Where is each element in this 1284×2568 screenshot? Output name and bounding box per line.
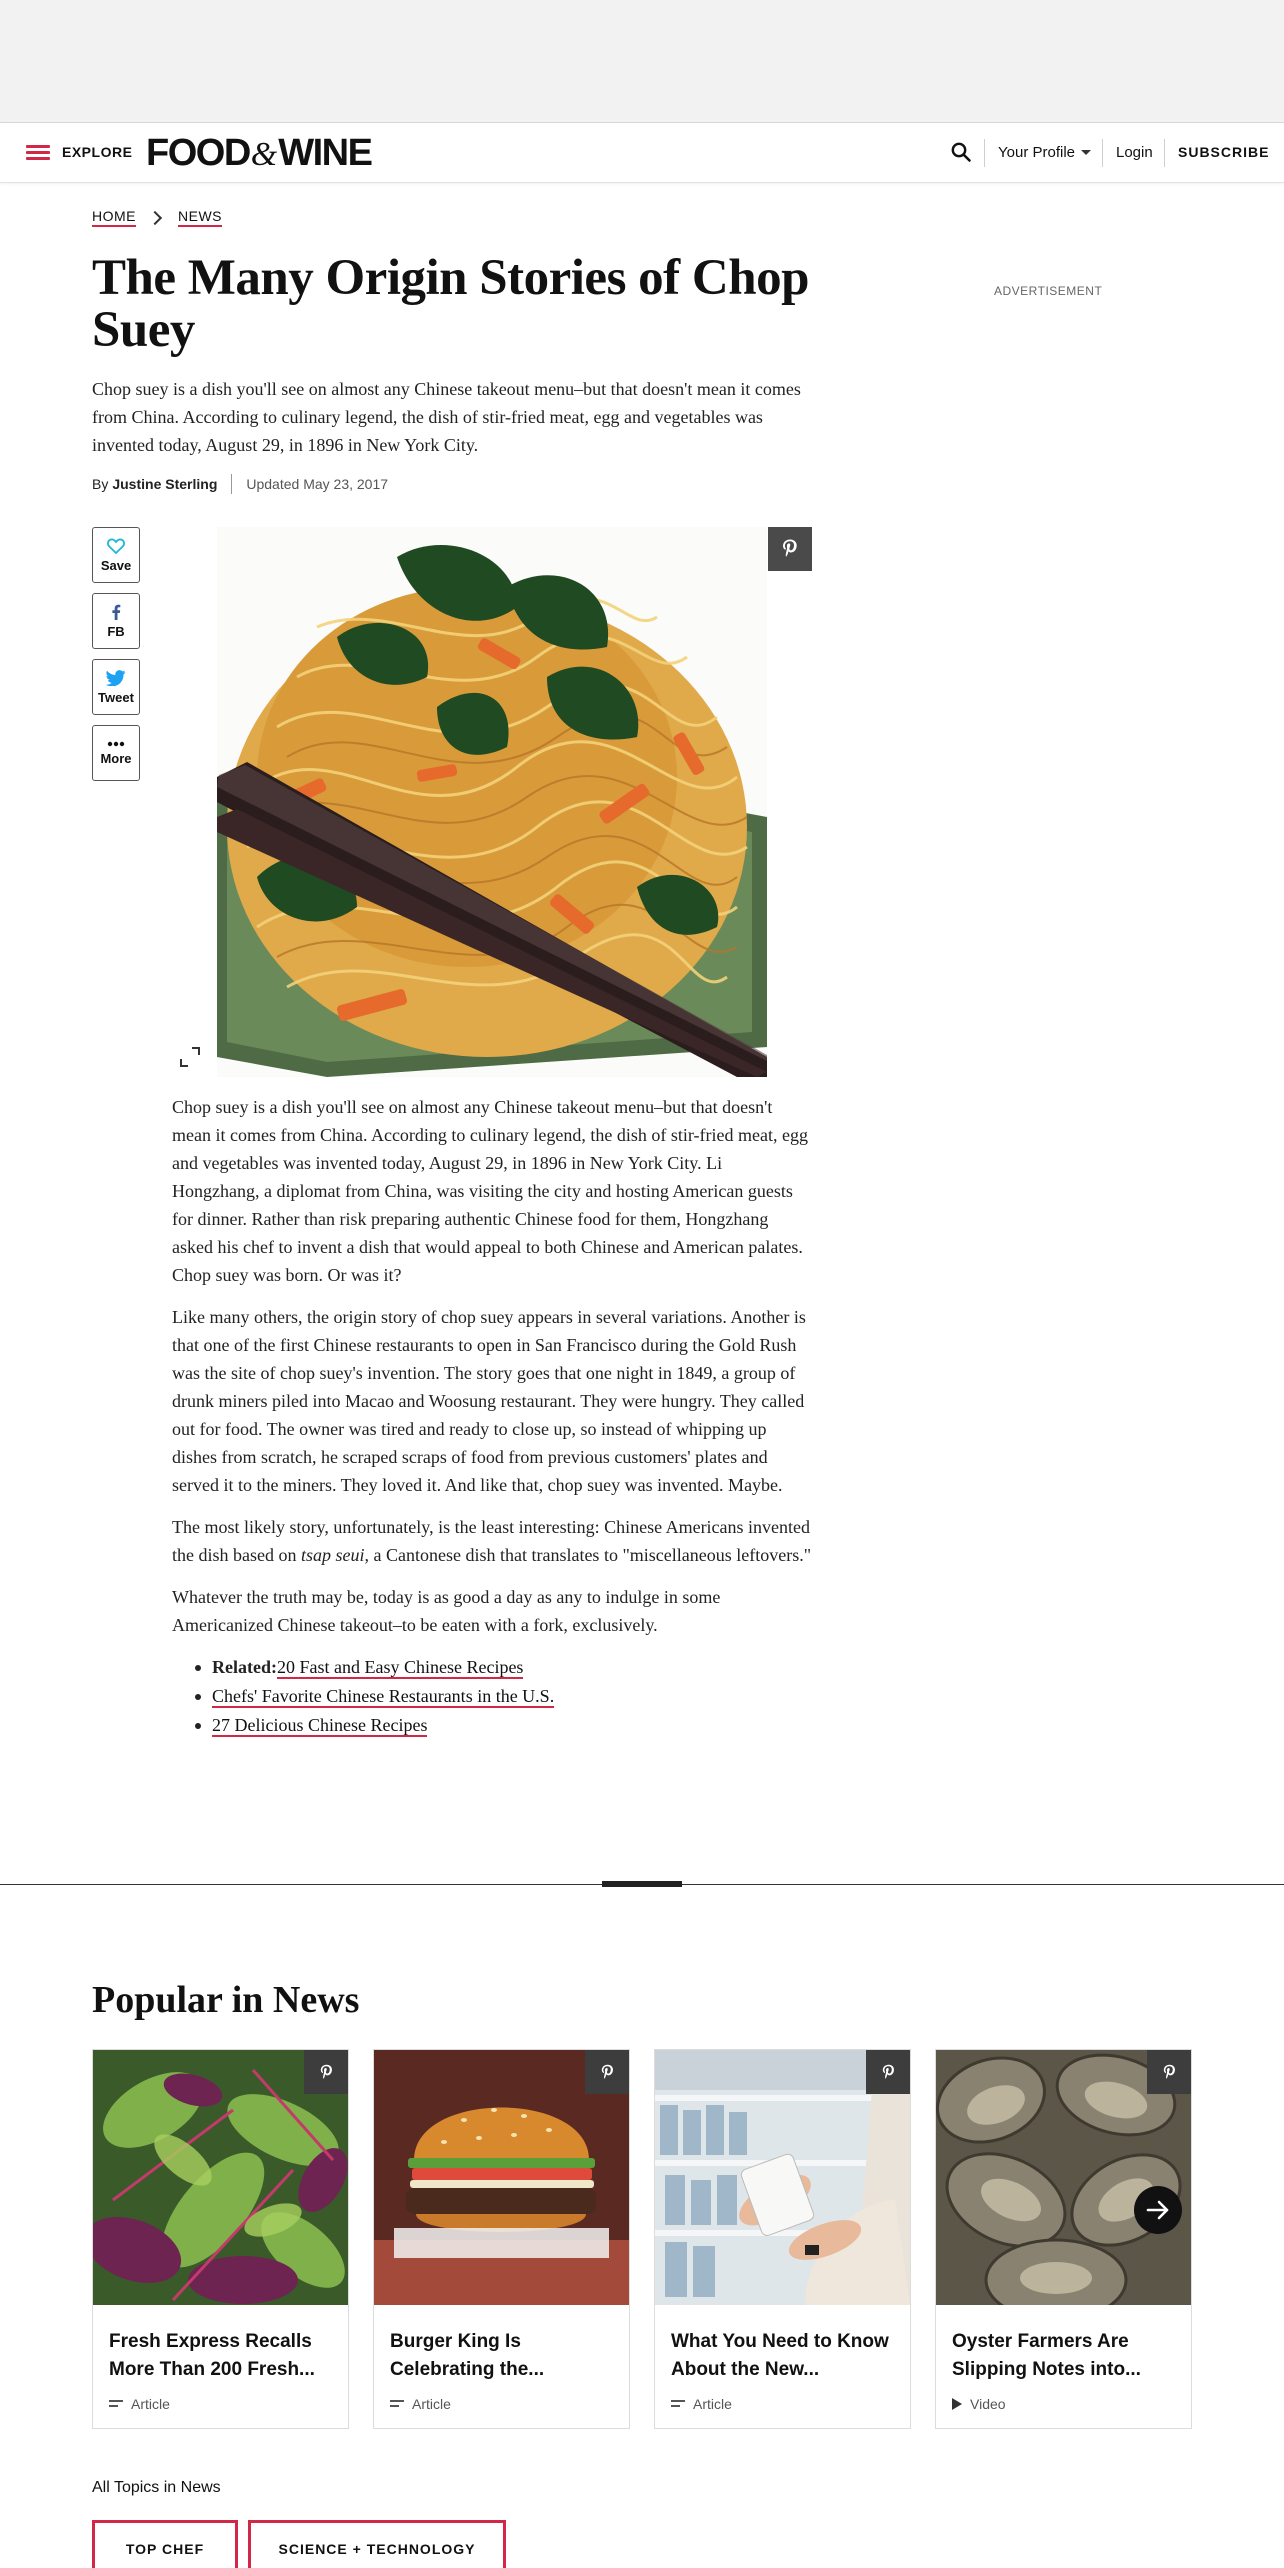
profile-dropdown[interactable] xyxy=(998,144,1091,161)
breadcrumb xyxy=(92,208,222,227)
related-label: Related: xyxy=(212,1657,277,1677)
site-logo[interactable] xyxy=(146,131,371,177)
popular-section-title: Popular in News xyxy=(92,1979,360,2021)
author-link[interactable]: Justine Sterling xyxy=(112,476,218,492)
related-links-list xyxy=(172,1653,812,1740)
pinterest-save-button[interactable] xyxy=(768,527,812,571)
subscribe-link[interactable]: SUBSCRIBE xyxy=(1178,144,1270,160)
article-body xyxy=(172,1093,812,1740)
hero-image-chop-suey xyxy=(217,527,767,1077)
more-dots-icon xyxy=(107,741,125,747)
card-type xyxy=(952,2396,1006,2412)
breadcrumb-home[interactable]: HOME xyxy=(92,208,136,227)
card-type xyxy=(109,2396,170,2412)
card-type xyxy=(671,2396,732,2412)
expand-image-icon[interactable] xyxy=(178,1045,202,1069)
card-type xyxy=(390,2396,451,2412)
article-dek: Chop suey is a dish you'll see on almost any Chinese takeout menu–but that doesn't mean it comes from China. According to culinary legend, the dish of stir-fried meat, egg and vegetables was invented today, August 29, in 1896 in New York City. xyxy=(92,379,801,455)
article-icon xyxy=(109,2399,123,2409)
pinterest-icon[interactable] xyxy=(1147,2050,1191,2094)
pinterest-icon xyxy=(782,539,798,559)
byline-prefix: By xyxy=(92,476,109,492)
advertisement-label: ADVERTISEMENT xyxy=(994,284,1103,298)
arrow-right-icon xyxy=(1146,2200,1170,2220)
chevron-right-icon xyxy=(148,210,162,224)
card-title: Oyster Farmers Are Slipping Notes into... xyxy=(952,2331,1141,2380)
news-card[interactable] xyxy=(654,2049,911,2429)
logo-text-food: FOOD xyxy=(146,132,250,174)
list-item xyxy=(212,1711,812,1740)
paragraph-text: The most likely story, unfortunately, is the least interesting: Chinese Americans invented the dish based on xyxy=(172,1517,811,1565)
login-link[interactable]: Login xyxy=(1116,144,1153,161)
logo-ampersand: & xyxy=(250,136,278,173)
explore-button[interactable]: EXPLORE xyxy=(62,144,133,160)
related-link[interactable]: 20 Fast and Easy Chinese Recipes xyxy=(276,1657,524,1677)
carousel-next-button[interactable] xyxy=(1134,2186,1182,2234)
pinterest-icon[interactable] xyxy=(866,2050,910,2094)
list-item xyxy=(212,1682,812,1711)
list-item xyxy=(212,1653,812,1682)
fb-label: FB xyxy=(107,623,125,639)
italic-term: tsap seui xyxy=(300,1545,365,1565)
card-type-label: Video xyxy=(970,2396,1006,2412)
byline-divider xyxy=(231,474,232,494)
byline xyxy=(92,474,388,494)
tweet-button[interactable] xyxy=(92,659,140,715)
chevron-down-icon xyxy=(1081,150,1091,155)
nav-divider xyxy=(1102,139,1103,167)
article-paragraph: Chop suey is a dish you'll see on almost any Chinese takeout menu–but that doesn't mean it comes from China. According to culinary legend, the dish of stir-fried meat, egg and vegetables was invented today, August 29, in 1896 in New York City. Li Hongzhang, a diplomat from China, was visiting the city and hosting American guests for dinner. Rather than risk preparing authentic Chinese food for them, Hongzhang asked his chef to invent a dish that would appeal to both Chinese and American palates. Chop suey was born. Or was it? xyxy=(172,1097,808,1285)
pinterest-icon[interactable] xyxy=(585,2050,629,2094)
site-header xyxy=(0,123,1284,183)
related-link[interactable]: 27 Delicious Chinese Recipes xyxy=(212,1715,428,1735)
paragraph-text: , a Cantonese dish that translates to "miscellaneous leftovers." xyxy=(364,1545,812,1565)
twitter-icon xyxy=(106,670,126,686)
card-title: Burger King Is Celebrating the... xyxy=(390,2331,545,2380)
save-label: Save xyxy=(100,557,132,573)
topics-label: All Topics in News xyxy=(92,2479,221,2496)
news-card[interactable] xyxy=(92,2049,349,2429)
tweet-label: Tweet xyxy=(98,689,134,705)
nav-divider xyxy=(984,139,985,167)
section-divider-accent xyxy=(602,1881,682,1887)
article-icon xyxy=(390,2399,404,2409)
card-title: What You Need to Know About the New... xyxy=(671,2331,889,2380)
topic-button-science-technology[interactable]: SCIENCE + TECHNOLOGY xyxy=(248,2520,506,2568)
article-paragraph xyxy=(172,1513,812,1569)
topic-button-top-chef[interactable]: TOP CHEF xyxy=(92,2520,238,2568)
play-icon xyxy=(952,2398,962,2410)
more-share-button[interactable] xyxy=(92,725,140,781)
article-paragraph: Whatever the truth may be, today is as good a day as any to indulge in some Americanized Chinese takeout–to be eaten with a fork, exclusively. xyxy=(172,1587,721,1635)
facebook-share-button[interactable] xyxy=(92,593,140,649)
article-paragraph: Like many others, the origin story of chop suey appears in several variations. Another is that one of the first Chinese restaurants to open in San Francisco during the Gold Rush was the site of chop suey's invention. The story goes that one night in 1849, a group of drunk miners piled into Macao and Woosung restaurant. They were hungry. They called out for food. The owner was tired and ready to close up, so instead of whipping up dishes from scratch, he scraped scraps of food from previous customers' plates and served it to the miners. They loved it. And like that, chop suey was invented. Maybe. xyxy=(172,1307,806,1495)
related-link[interactable]: Chefs' Favorite Chinese Restaurants in the U.S. xyxy=(212,1686,555,1706)
logo-text-wine: WINE xyxy=(278,132,372,174)
news-card[interactable] xyxy=(935,2049,1192,2429)
news-card[interactable] xyxy=(373,2049,630,2429)
article-title: The Many Origin Stories of Chop Suey xyxy=(92,250,809,358)
pinterest-icon[interactable] xyxy=(304,2050,348,2094)
top-ad-banner xyxy=(0,0,1284,123)
heart-icon xyxy=(107,538,125,554)
search-icon[interactable] xyxy=(950,141,972,163)
card-type-label: Article xyxy=(693,2396,732,2412)
profile-label: Your Profile xyxy=(998,144,1075,161)
save-button[interactable] xyxy=(92,527,140,583)
card-type-label: Article xyxy=(131,2396,170,2412)
card-title: Fresh Express Recalls More Than 200 Fresh... xyxy=(109,2331,315,2380)
nav-divider xyxy=(1164,139,1165,167)
updated-date: Updated May 23, 2017 xyxy=(246,476,389,492)
card-type-label: Article xyxy=(412,2396,451,2412)
article-icon xyxy=(671,2399,685,2409)
facebook-icon xyxy=(111,604,121,620)
menu-icon[interactable] xyxy=(26,145,50,161)
breadcrumb-news[interactable]: NEWS xyxy=(178,208,222,227)
more-label: More xyxy=(100,750,132,766)
